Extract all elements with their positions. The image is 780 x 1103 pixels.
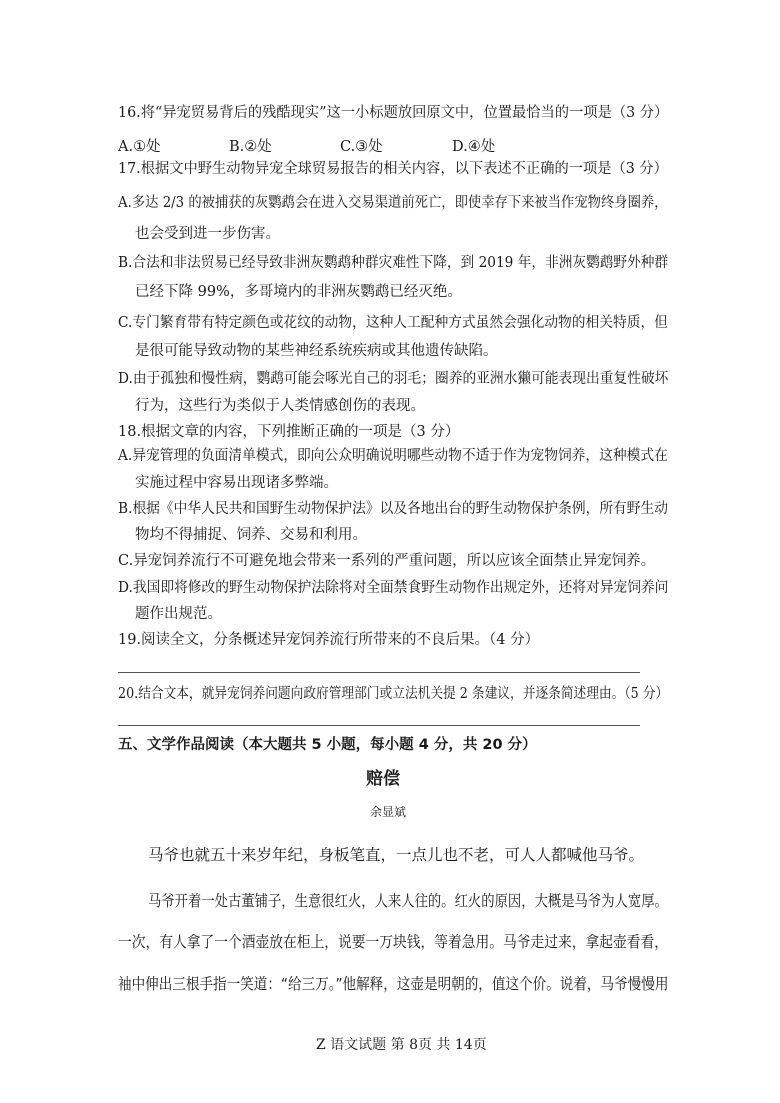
q16-option-c: C.③处 — [340, 139, 383, 155]
q16-option-d: D.④处 — [452, 139, 496, 155]
q17-stem: 17.根据文中野生动物异宠全球贸易报告的相关内容，以下表述不正确的一项是（3 分） — [118, 161, 668, 177]
q17-option-a-line2: 也会受到进一步伤害。 — [135, 226, 280, 242]
q17-option-b-line2: 已经下降 99%，多哥境内的非洲灰鹦鹉已经灭绝。 — [135, 284, 462, 300]
q17-option-d-line2: 行为，这些行为类似于人类情感创伤的表现。 — [135, 398, 425, 414]
q20-stem: 20.结合文本，就异宠饲养问题向政府管理部门或立法机关提 2 条建议，并逐条简述理由。（5 分） — [118, 686, 669, 702]
q19-stem: 19.阅读全文，分条概述异宠饲养流行所带来的不良后果。（4 分） — [118, 632, 540, 648]
q18-stem: 18.根据文章的内容，下列推断正确的一项是（3 分） — [118, 424, 460, 440]
page-footer: Z 语文试题 第 8页 共 14页 — [316, 1037, 487, 1053]
q17-option-c-line1: C.专门繁育带有特定颜色或花纹的动物，这种人工配种方式虽然会强化动物的相关特质，但 — [118, 315, 668, 331]
q17-option-a-line1: A.多达 2/3 的被捕获的灰鹦鹉会在进入交易渠道前死亡，即使幸存下来被当作宠物终身圈养， — [118, 195, 668, 211]
q17-option-b-line1: B.合法和非法贸易已经导致非洲灰鹦鹉种群灾难性下降，到 2019 年，非洲灰鹦鹉野外种群 — [118, 255, 669, 271]
story-paragraph-1: 马爷也就五十来岁年纪，身板笔直，一点儿也不老，可人人都喊他马爷。 — [148, 846, 645, 864]
section5-heading: 五、文学作品阅读（本大题共 5 小题，每小题 4 分，共 20 分） — [118, 737, 537, 753]
q20-answer-line — [118, 725, 640, 726]
q18-option-d-line2: 题作出规范。 — [135, 606, 222, 622]
q19-answer-line — [118, 672, 640, 673]
q17-option-d-line1: D.由于孤独和慢性病，鹦鹉可能会啄光自己的羽毛；圈养的亚洲水獭可能表现出重复性破坏 — [118, 371, 669, 387]
story-paragraph-2-line2: 一次，有人拿了一个酒壶放在柜上，说要一万块钱，等着急用。马爷走过来，拿起壶看看， — [118, 933, 668, 951]
story-paragraph-2-line3: 袖中伸出三根手指一笑道：“给三万。”他解释，这壶是明朝的，值这个价。说着，马爷慢慢用 — [118, 975, 669, 993]
q16-stem: 16.将“异宠贸易背后的残酷现实”这一小标题放回原文中，位置最恰当的一项是（3 分） — [118, 105, 669, 121]
q18-option-b-line1: B.根据《中华人民共和国野生动物保护法》以及各地出台的野生动物保护条例，所有野生动 — [118, 501, 668, 517]
q18-option-a-line1: A.异宠管理的负面清单模式，即向公众明确说明哪些动物不适于作为宠物饲养，这种模式在 — [118, 448, 668, 464]
q16-option-a: A.①处 — [118, 139, 161, 155]
q18-option-a-line2: 实施过程中容易出现诸多弊端。 — [135, 475, 338, 491]
q16-option-b: B.②处 — [229, 139, 272, 155]
q17-option-c-line2: 是很可能导致动物的某些神经系统疾病或其他遗传缺陷。 — [135, 343, 498, 359]
q18-option-d-line1: D.我国即将修改的野生动物保护法除将对全面禁食野生动物作出规定外，还将对异宠饲养问 — [118, 580, 669, 596]
q18-option-b-line2: 物均不得捕捉、饲养、交易和利用。 — [135, 527, 367, 543]
story-author: 余显斌 — [370, 805, 407, 819]
story-title: 赔偿 — [366, 769, 400, 789]
story-paragraph-2-line1: 马爷开着一处古董铺子，生意很红火，人来人往的。红火的原因，大概是马爷为人宽厚。 — [148, 892, 668, 910]
q18-option-c: C.异宠饲养流行不可避免地会带来一系列的严重问题，所以应该全面禁止异宠饲养。 — [118, 553, 656, 569]
